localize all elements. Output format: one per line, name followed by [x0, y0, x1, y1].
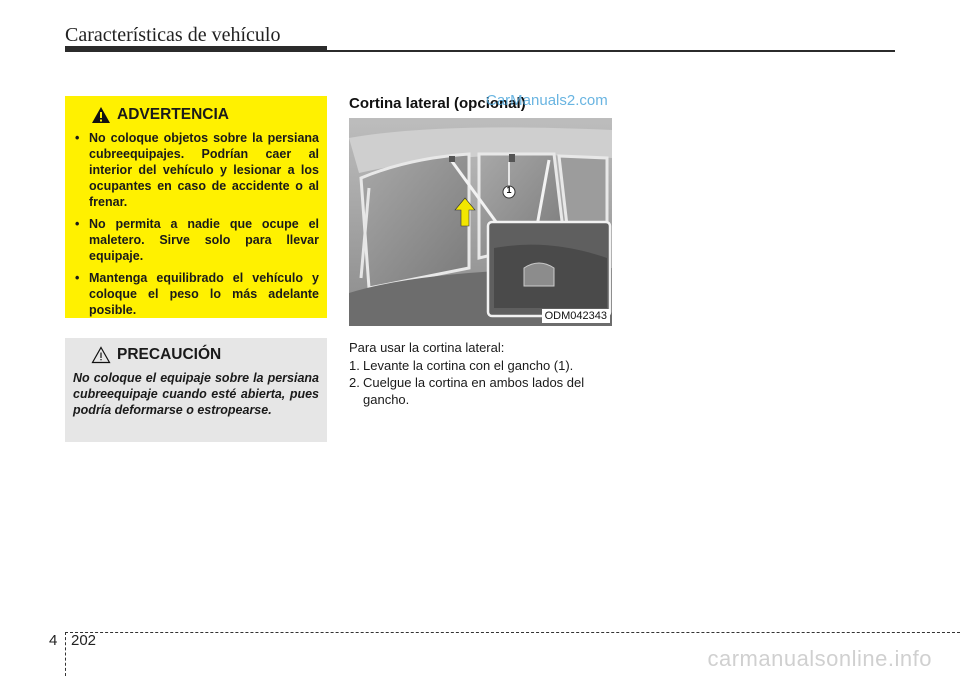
section-title: Cortina lateral (opcional): [349, 95, 526, 112]
instruction-step: [349, 374, 617, 408]
caution-title: PRECAUCIÓN: [117, 346, 222, 363]
warning-heading: [91, 106, 319, 124]
instructions-intro: Para usar la cortina lateral:: [349, 340, 505, 355]
caution-text: No coloque el equipaje sobre la persiana cubreequipaje cuando esté abierta, pues podría deformarse o estropearse.: [73, 371, 319, 417]
chapter-number: 4: [49, 632, 58, 649]
watermark-text: CarManuals2.com: [486, 92, 608, 109]
side-curtain-figure: [349, 118, 612, 326]
instruction-step: [349, 357, 617, 374]
site-watermark: carmanualsonline.info: [707, 646, 932, 671]
caution-box: [65, 338, 327, 442]
instructions: [349, 339, 617, 408]
page-header-title: Características de vehículo: [65, 24, 281, 46]
warning-item: • No coloque objetos sobre la persiana cubreequipajes. Podrían caer al interior del vehículo y lesionar a los ocupantes en caso de accidente o al frenar.: [73, 130, 319, 210]
warning-item: • Mantenga equilibrado el vehículo y coloque el peso lo más adelante posible.: [73, 270, 319, 318]
header-rule-thick: [65, 46, 327, 52]
figure-code-label: ODM042343: [542, 309, 610, 323]
footer-rule: [65, 632, 960, 633]
side-curtain-illustration: [349, 118, 612, 326]
step-text: Levante la cortina con el gancho (1).: [363, 358, 574, 373]
page-number: 202: [71, 632, 97, 649]
caution-triangle-icon: [91, 346, 111, 364]
step-number: 1.: [349, 358, 360, 373]
warning-triangle-icon: [91, 106, 111, 124]
step-number: 2.: [349, 375, 360, 390]
step-text: Cuelgue la cortina en ambos lados del gancho.: [363, 375, 585, 407]
warning-item: • No permita a nadie que ocupe el maletero. Sirve solo para llevar equipaje.: [73, 216, 319, 264]
callout-number: 1: [506, 185, 512, 195]
caution-heading: [91, 346, 319, 364]
footer-divider: [65, 632, 66, 676]
warning-box: [65, 96, 327, 318]
warning-list: [73, 130, 319, 318]
header-rule-thin: [327, 50, 895, 52]
warning-title: ADVERTENCIA: [117, 106, 229, 123]
